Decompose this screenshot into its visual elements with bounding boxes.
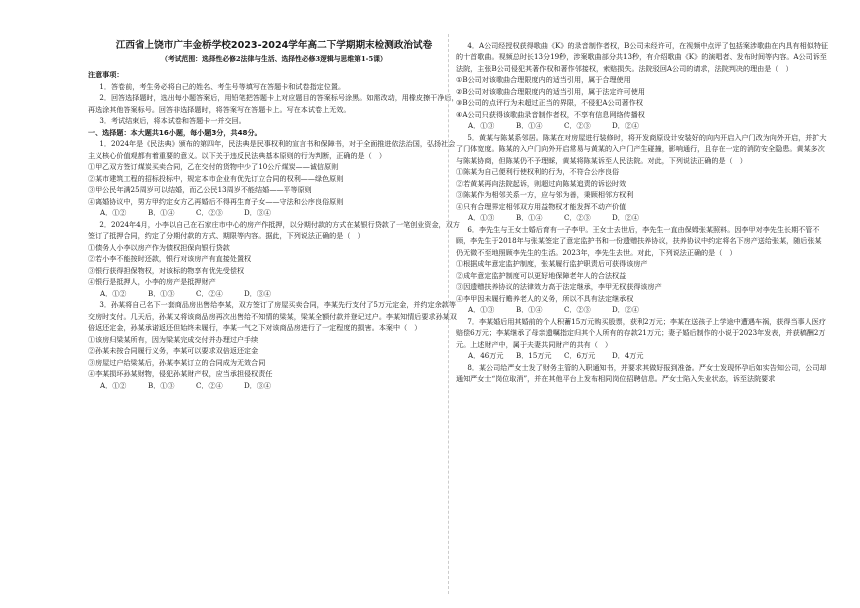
statement-item: ①B公司对该歌曲合理限度内的适当引用，属于合理使用 [456,75,631,85]
statement-item: ④李某损坏孙某财物，侵犯孙某财产权，应当承担侵权责任 [88,369,273,379]
question-stem: 4．A公司经授权获得歌曲《K》的录音制作者权，B公司未经许可，在视频中点评了包括案涉歌曲在内具有相似特征的十首歌曲。视频总时长13分19秒，涉案歌曲部分共13秒，有介绍歌曲《K》的演唱者、发布时间等内容。A公司诉至法院，主张B公司侵犯其著作权和著作邻接权，索赔损失。法院驳回A公司的请求，法院判决的理由是（ ） [456,41,829,73]
answer-choice: B．①④ [148,208,175,218]
answer-choice: C．②④ [196,288,223,298]
choice-row [88,207,460,218]
notice-item: 1．答卷前，考生务必将自己的姓名、考生号等填写在答题卡和试卷指定位置。 [99,81,346,91]
question-block [88,138,460,218]
exam-subtitle: （考试范围：选择性必修2法律与生活、选择性必修3逻辑与思维第1-5课） [161,55,387,64]
statement-item: ②孙某未按合同履行义务，李某可以要求双倍返还定金 [88,346,259,356]
choice-row [456,304,828,315]
statement-item: ③甲公民年满25周岁可以结婚，而乙公民13周岁不能结婚——平等原则 [88,185,312,195]
question-stem: 3．孙某将自己名下一套商品房出售给李某，双方签订了房屋买卖合同，李某先行支付了5万元定金，并约定余款等交房时支付。几天后，孙某又将该商品房再次出售给不知情的梁某，梁某全额付款并登记过户。李某知情后要求孙某双倍返还定金，孙某承诺返还但始终未履行，李某一气之下对该商品房进行了一定程度的损害。本案中（ ） [88,300,457,333]
answer-choice: D．②④ [612,213,639,223]
answer-choice: A．①③ [468,121,495,131]
statement-item: ②若黄某再向法院起诉，则超过向陈某追责的诉讼时效 [456,178,627,188]
column-divider [448,34,449,594]
question-block [456,40,828,132]
statement-item: ③房屋过户给梁某后，孙某李某订立的合同成为无效合同 [88,357,266,367]
statement-item: ④银行是抵押人，小李的房产是抵押财产 [88,277,216,287]
answer-choice: D．③④ [244,380,271,390]
notice-heading: 注意事项： [88,70,124,80]
answer-choice: B．①④ [516,213,543,223]
question-block [456,362,828,385]
answer-choice: B．①③ [148,288,175,298]
notice-item: 2．回答选择题时，选出每小题答案后，用铅笔把答题卡上对应题目的答案标号涂黑。如需改动，用橡皮擦干净后，再选涂其他答案标号。回答非选择题时，将答案写在答题卡上。写在本试卷上无效。 [88,93,459,114]
question-stem: 8．某公司给严女士发了财务主管的入职通知书，并要求其做好报到准备。严女士发现怀孕后如实告知公司，公司却通知严女士“岗位取消”，并在其他平台上发布相同岗位招聘信息。严女士陷入失业状态，诉至法院要求 [456,362,827,384]
exam-title: 江西省上饶市广丰金桥学校2023-2024学年高二下学期期末检测政治试卷 [115,40,433,51]
answer-choice: B．①④ [516,121,543,131]
answer-choice: B．①③ [148,380,175,390]
question-block [456,316,828,362]
question-block [456,132,828,224]
answer-choice: C．②③ [564,121,591,131]
answer-choice: C．②③ [564,213,591,223]
question-stem: 6．李先生与王女士婚后育有一子李甲。王女士去世后，李先生一直由保姆张某照料。因李甲对李先生长期不管不顾，李先生于2018年与张某签定了意定监护书和一份遗赠扶养协议，扶养协议中约定将名下房产送给张某，随后张某仍无微不至地照顾李先生的生活。2023年，李先生去世。对此，下列说法正确的是（ ） [456,224,822,257]
question-stem: 1．2024年是《民法典》颁布的第四年，民法典是民事权利的宣言书和保障书，对于全面推进依法治国，弘扬社会主义核心价值观都有着重要的意义。以下关于违反民法典基本原则的行为判断，正确的是（ ） [88,139,456,160]
statement-item: ④李甲因未履行赡养老人的义务，所以不具有法定继承权 [456,293,634,303]
statement-item: ②成年意定监护制度可以更好地保障老年人的合法权益 [456,270,627,280]
statement-item: ④A公司只获得该歌曲录音制作者权，不享有信息网络传播权 [456,109,645,119]
question-stem: 5．黄某与陈某系邻居。陈某在对房屋进行装修时，将开发商原设计安装好的向内开启入户门改为向外开启，并扩大了门体宽度。陈某的入户门向外开启常易与黄某的入户门产生碰撞，影响通行，且存在一定的消防安全隐患。黄某多次与陈某协商，但陈某仍不予理睬，黄某将陈某诉至人民法院。对此，下列说法正确的是（ ） [456,132,827,165]
notice-item: 3．考试结束后，将本试卷和答题卡一并交回。 [99,116,246,126]
answer-choice: B．15万元 [516,351,552,361]
left-question-list [88,138,460,391]
answer-choice: A．①② [100,288,127,298]
answer-choice: D．③④ [244,288,271,298]
choice-row [88,288,460,299]
answer-choice: B．①④ [516,305,543,315]
answer-choice: C．②③ [564,305,591,315]
right-question-list [456,40,828,385]
answer-choice: A．①② [100,380,127,390]
choice-row [88,380,460,391]
statement-item: ①甲乙双方签订煤炭买卖合同，乙在交付的货物中少了10公斤煤炭——诚信原则 [88,162,339,172]
statement-item: ④离婚协议中，男方甲约定女方乙再婚后不得再生育子女——守法和公序良俗原则 [88,196,344,206]
question-block [456,224,828,316]
answer-choice: A．46万元 [468,351,504,361]
statement-item: ②若小李不能按时还款，银行对该房产有直接处置权 [88,254,252,264]
answer-choice: A．①② [100,208,127,218]
answer-choice: C．6万元 [564,351,596,361]
question-stem: 7．李某婚后用其婚前的个人积蓄15万元购买股票，获利2万元；李某在送孩子上学途中遭遇车祸，获得当事人医疗赔偿6万元；李某继承了母亲遗嘱指定归其个人所有的存款21万元；妻子婚后制作的小说于2023年发表，并获稿酬2万元。上述财产中，属于夫妻共同财产的共有（ ） [456,316,826,349]
statement-item: ②B公司对该歌曲合理限度内的适当引用，属于法定许可使用 [456,86,645,96]
answer-choice: C．②③ [196,208,223,218]
right-column [456,40,828,385]
answer-choice: D．③④ [244,208,271,218]
answer-choice: D．4万元 [612,351,644,361]
choice-row [456,120,828,131]
section-heading: 一、选择题：本大题共16小题，每小题3分，共48分。 [88,127,262,137]
statement-item: ①债务人小李以房产作为债权担保向银行贷款 [88,242,230,252]
statement-item: ③B公司的点评行为未超过正当的界限，不侵犯A公司著作权 [456,98,643,108]
statement-item: ②某市建筑工程的招标投标中，规定本市企业有优先订立合同的权利——绿色原则 [88,173,344,183]
statement-item: ④只有合理界定相邻双方用益物权才能发挥不动产价值 [456,201,627,211]
choice-row [456,350,828,361]
question-block [88,219,460,299]
question-stem: 2．2024年4月，小李以自己在石家庄市中心的房产作抵押，以分期付款的方式在某银行贷款了一笔创业资金，双方签订了抵押合同，约定了分期付款的方式、期限等内容。据此，下列说法正确的是（ ） [88,219,460,241]
answer-choice: D．②④ [612,305,639,315]
answer-choice: A．①③ [468,305,495,315]
statement-item: ③陈某作为相邻关系一方，应与邻为善，秉顾相邻方权利 [456,190,634,200]
question-block [88,299,460,391]
statement-item: ①陈某为自己便利行使权利的行为，不符合公序良俗 [456,167,620,177]
answer-choice: C．②④ [196,380,223,390]
statement-item: ①根据成年意定监护制度，张某履行监护职责后可获得该房产 [456,259,648,269]
choice-row [456,212,828,223]
statement-item: ③因遗赠扶养协议的法律效力高于法定继承，李甲无权获得该房产 [456,282,662,292]
left-column [88,40,460,391]
answer-choice: A．①③ [468,213,495,223]
answer-choice: D．②④ [612,121,639,131]
statement-item: ①该房归梁某所有，因为梁某完成交付并办理过户手续 [88,334,259,344]
statement-item: ③银行获得担保物权，对该标的物享有优先受偿权 [88,265,245,275]
